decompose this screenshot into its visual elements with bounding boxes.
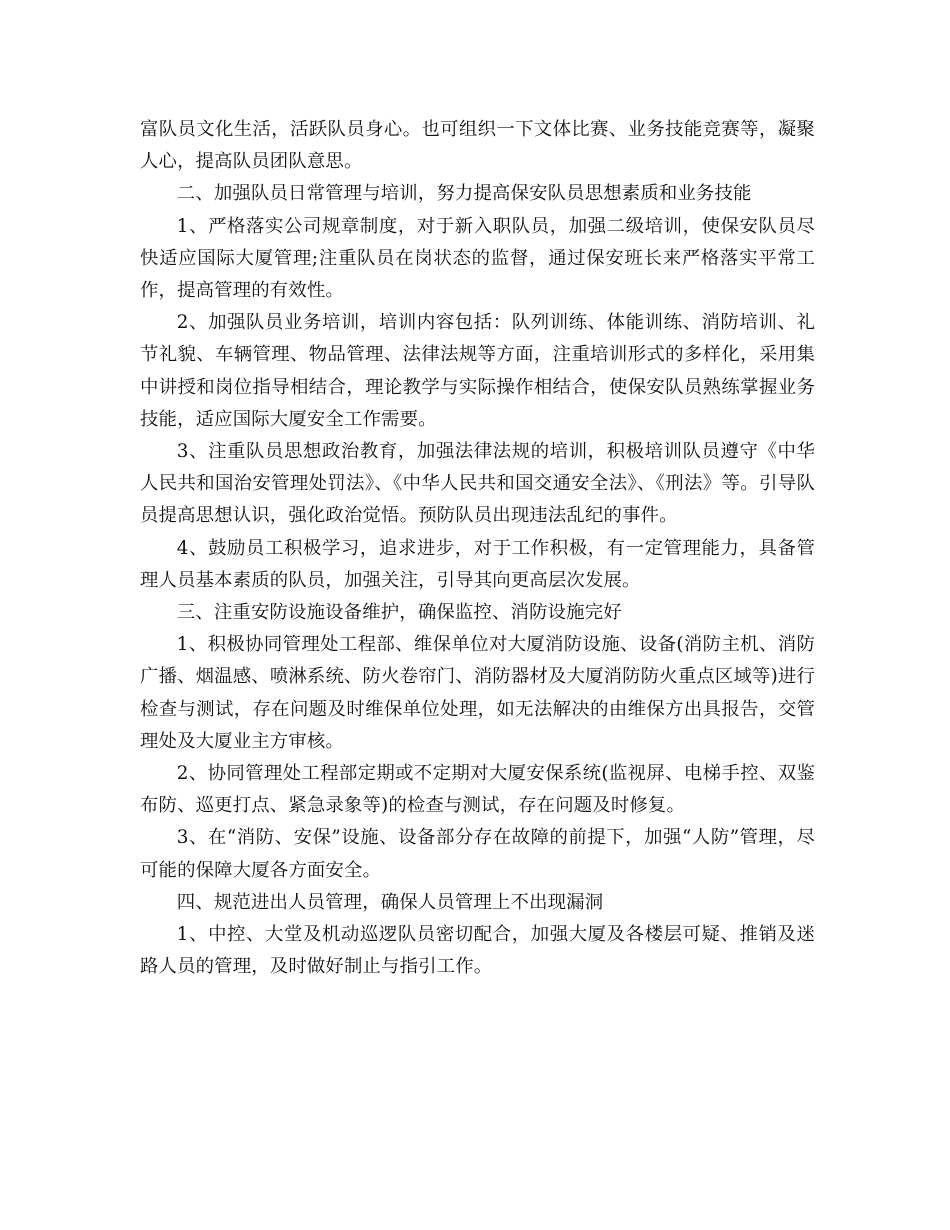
paragraph: 2、协同管理处工程部定期或不定期对大厦安保系统(监视屏、电梯手控、双鉴布防、巡更打点、紧急录象等)的检查与测试，存在问题及时修复。	[140, 763, 815, 817]
paragraph: 1、中控、大堂及机动巡逻队员密切配合，加强大厦及各楼层可疑、推销及迷路人员的管理，及时做好制止与指引工作。	[140, 924, 815, 978]
paragraph: 3、在“消防、安保”设施、设备部分存在故障的前提下，加强“人防”管理，尽可能的保障大厦各方面安全。	[140, 827, 815, 881]
section-heading: 四、规范进出人员管理，确保人员管理上不出现漏洞	[176, 891, 604, 913]
section-heading: 二、加强队员日常管理与培训，努力提高保安队员思想素质和业务技能	[176, 183, 752, 205]
paragraph: 富队员文化生活，活跃队员身心。也可组织一下文体比赛、业务技能竞赛等，凝聚人心，提高队员团队意思。	[140, 119, 815, 173]
paragraph: 1、严格落实公司规章制度，对于新入职队员，加强二级培训，使保安队员尽快适应国际大厦管理;注重队员在岗状态的监督，通过保安班长来严格落实平常工作，提高管理的有效性。	[140, 215, 815, 302]
document-body	[140, 114, 815, 983]
paragraph: 4、鼓励员工积极学习，追求进步，对于工作积极，有一定管理能力，具备管理人员基本素质的队员，加强关注，引导其向更高层次发展。	[140, 537, 815, 591]
section-heading: 三、注重安防设施设备维护，确保监控、消防设施完好	[176, 602, 622, 624]
paragraph: 2、加强队员业务培训，培训内容包括：队列训练、体能训练、消防培训、礼节礼貌、车辆管理、物品管理、法律法规等方面，注重培训形式的多样化，采用集中讲授和岗位指导相结合，理论教学与实际操作相结合，使保安队员熟练掌握业务技能，适应国际大厦安全工作需要。	[140, 312, 815, 430]
paragraph: 1、积极协同管理处工程部、维保单位对大厦消防设施、设备(消防主机、消防广播、烟温感、喷淋系统、防火卷帘门、消防器材及大厦消防防火重点区域等)进行检查与测试，存在问题及时维保单位处理，如无法解决的由维保方出具报告，交管理处及大厦业主方审核。	[140, 634, 815, 752]
paragraph: 3、注重队员思想政治教育，加强法律法规的培训，积极培训队员遵守《中华人民共和国治安管理处罚法》、《中华人民共和国交通安全法》、《刑法》等。引导队员提高思想认识，强化政治觉悟。预防队员出现违法乱纪的事件。	[140, 441, 815, 527]
